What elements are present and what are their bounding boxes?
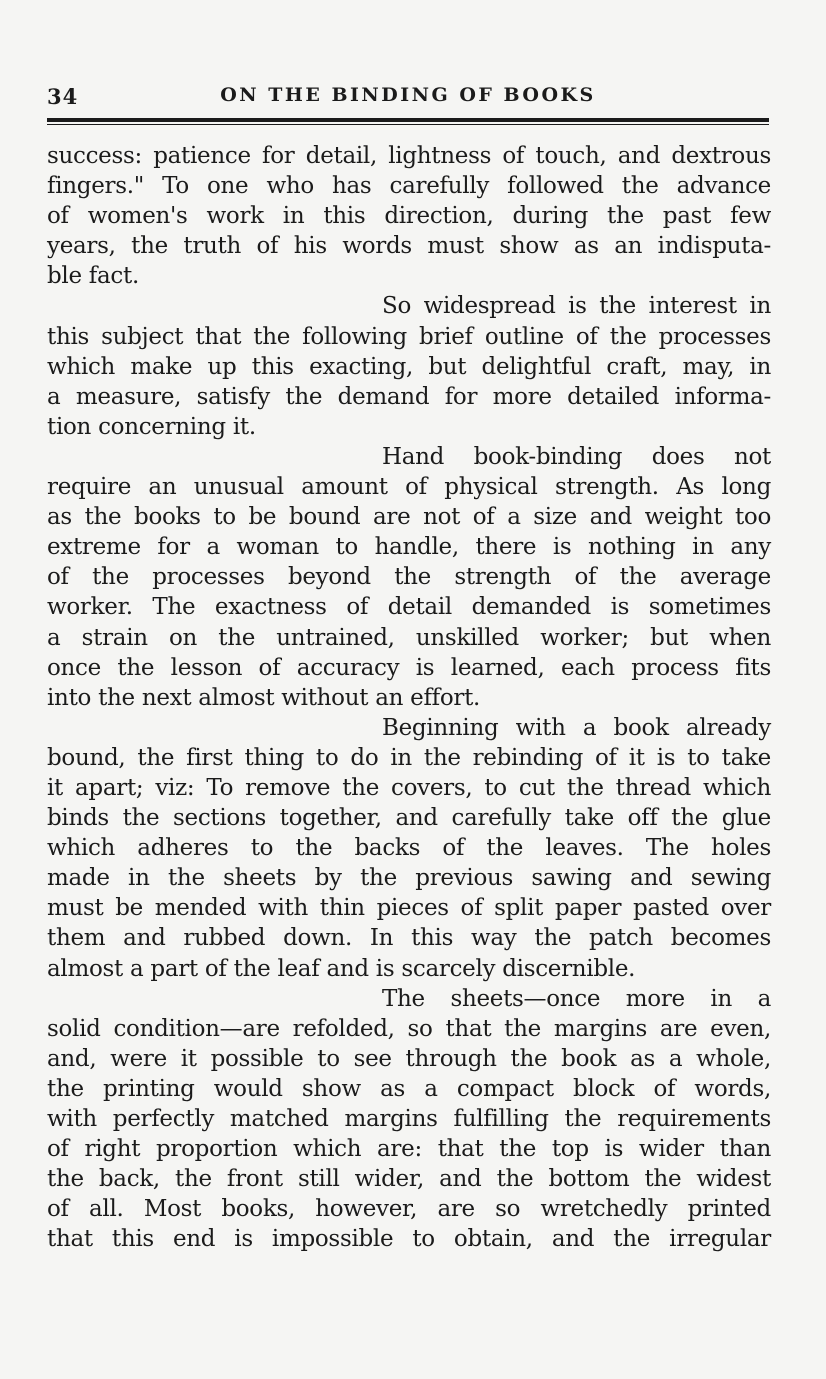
header-rule — [47, 118, 769, 122]
text-line: the printing would show as a compact block of words, — [47, 1075, 771, 1102]
text-line: ble fact. — [47, 263, 139, 290]
text-line: a measure, satisfy the demand for more detailed informa- — [47, 383, 771, 410]
running-title: ON THE BINDING OF BOOKS — [220, 84, 596, 106]
text-line: worker. The exactness of detail demanded is sometimes — [47, 594, 771, 621]
text-line: bound, the first thing to do in the rebinding of it is to take — [47, 744, 771, 771]
text-line: with perfectly matched margins fulfilling the requirements — [47, 1106, 771, 1132]
text-line: solid condition—are refolded, so that the margins are even, — [47, 1015, 771, 1042]
paragraph-start-line: So widespread is the interest in — [382, 293, 771, 320]
text-line: fingers." To one who has carefully followed the advance — [47, 173, 771, 200]
text-line: tion concerning it. — [47, 413, 256, 440]
body-text — [47, 141, 771, 1254]
text-line: a strain on the untrained, unskilled worker; but when — [47, 624, 771, 651]
text-line: into the next almost without an effort. — [47, 684, 481, 711]
text-line: of the processes beyond the strength of the average — [47, 564, 771, 591]
text-line: success: patience for detail, lightness of touch, and dextrous — [47, 143, 771, 169]
text-line: the back, the front still wider, and the bottom the widest — [47, 1166, 771, 1193]
text-line: as the books to be bound are not of a size and weight too — [47, 504, 771, 531]
paragraph-start-line: Hand book-binding does not — [382, 443, 771, 470]
text-line: years, the truth of his words must show as an indisputa- — [47, 233, 771, 260]
text-line: must be mended with thin pieces of split paper pasted over — [47, 895, 771, 922]
text-line: require an unusual amount of physical strength. As long — [47, 474, 771, 501]
text-line: that this end is impossible to obtain, and the irregular — [47, 1226, 771, 1253]
text-line: almost a part of the leaf and is scarcely discernible. — [47, 955, 636, 982]
page-number: 34 — [47, 84, 79, 109]
text-line: of women's work in this direction, during the past few — [47, 203, 771, 230]
text-line: extreme for a woman to handle, there is nothing in any — [47, 534, 771, 561]
text-line: which make up this exacting, but delightful craft, may, in — [47, 353, 771, 380]
paragraph-start-line: Beginning with a book already — [382, 714, 771, 741]
text-line: this subject that the following brief outline of the processes — [47, 323, 771, 350]
text-line: of right proportion which are: that the top is wider than — [47, 1136, 771, 1163]
text-line: and, were it possible to see through the book as a whole, — [47, 1045, 771, 1072]
text-line: once the lesson of accuracy is learned, each process fits — [47, 654, 771, 681]
text-line: it apart; viz: To remove the covers, to cut the thread which — [47, 774, 771, 801]
text-line: binds the sections together, and carefully take off the glue — [47, 805, 771, 832]
header-rule-thin — [47, 124, 769, 125]
text-line: of all. Most books, however, are so wretchedly printed — [47, 1196, 771, 1223]
paragraph-start-line: The sheets—once more in a — [382, 985, 771, 1012]
text-line: them and rubbed down. In this way the patch becomes — [47, 925, 771, 952]
text-line: which adheres to the backs of the leaves. The holes — [47, 835, 771, 862]
text-line: made in the sheets by the previous sawing and sewing — [47, 865, 771, 892]
running-head — [47, 84, 769, 114]
